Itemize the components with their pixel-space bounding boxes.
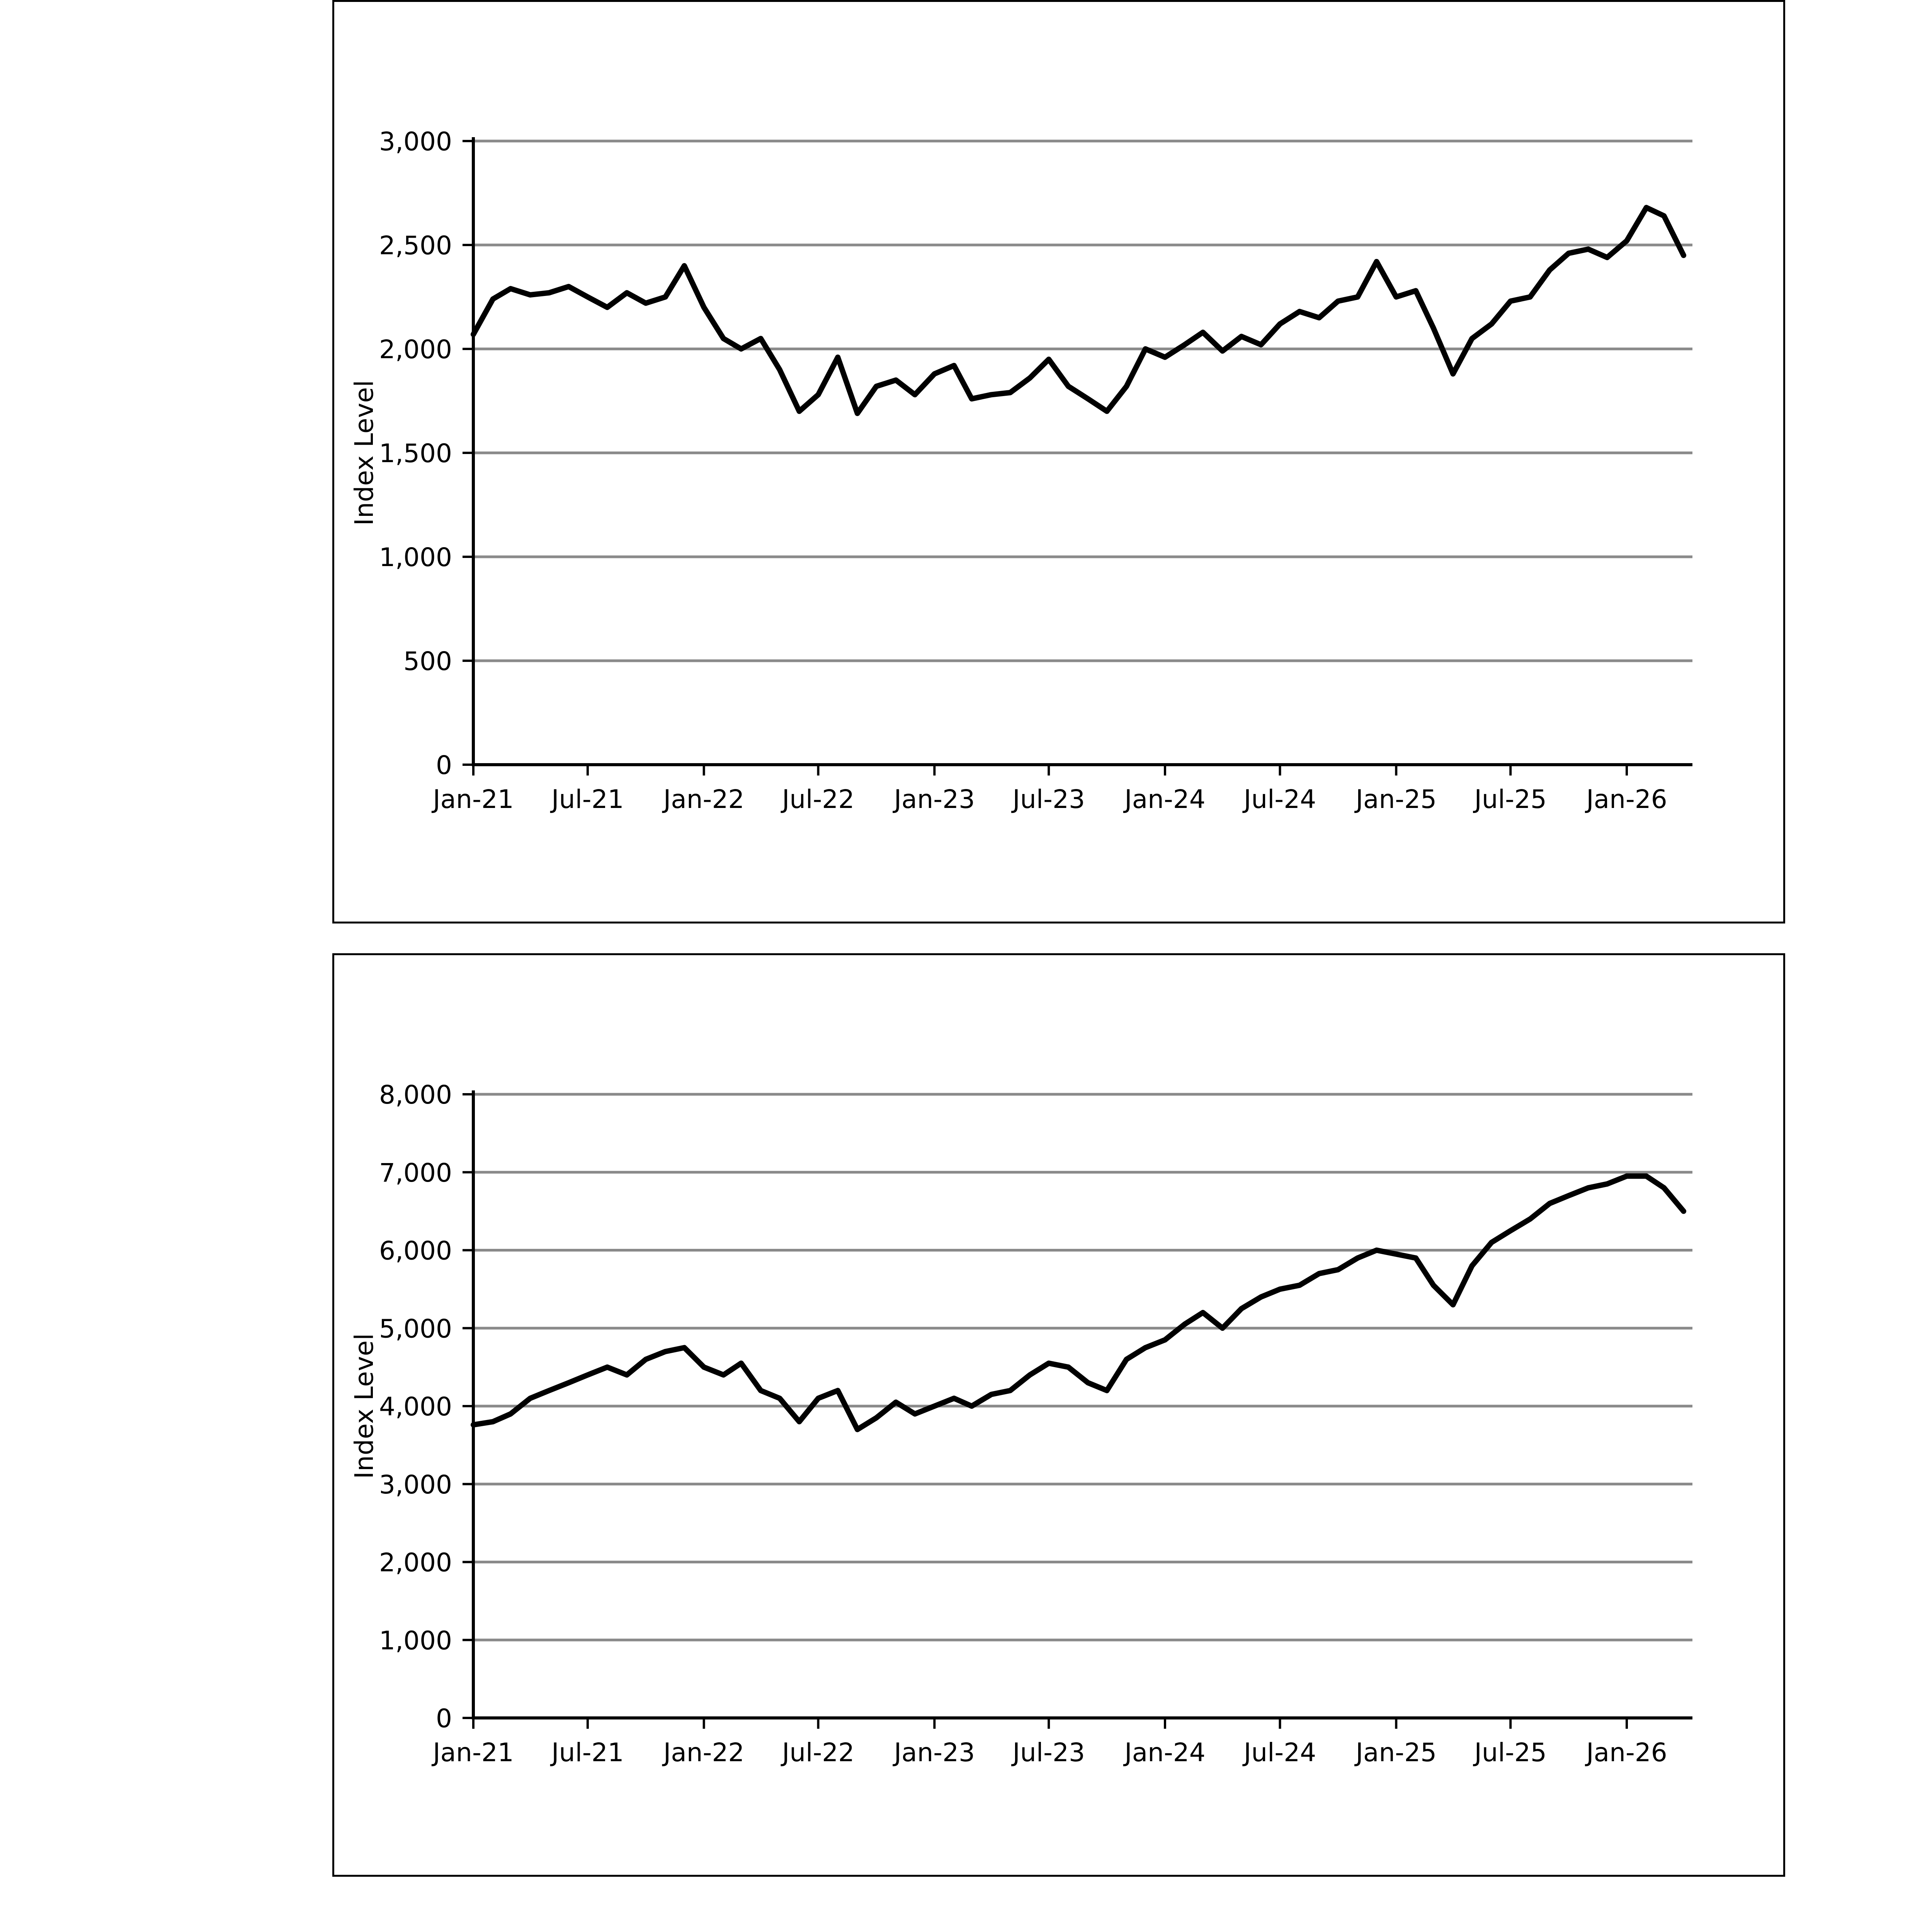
series-line xyxy=(473,207,1684,413)
x-tick-label: Jan-25 xyxy=(1355,1738,1437,1767)
y-axis-title: Index Level xyxy=(349,380,379,526)
x-tick-label: Jan-26 xyxy=(1586,1738,1667,1767)
series-line xyxy=(473,1176,1684,1430)
y-tick-label: 0 xyxy=(436,1704,452,1733)
y-tick-label: 1,500 xyxy=(379,439,452,468)
y-tick-label: 0 xyxy=(436,750,452,780)
x-tick-label: Jul-21 xyxy=(551,784,624,814)
x-tick-label: Jan-23 xyxy=(894,1738,975,1767)
y-axis-title: Index Level xyxy=(349,1333,379,1479)
y-tick-label: 500 xyxy=(403,646,452,676)
y-tick-label: 2,500 xyxy=(379,231,452,260)
y-tick-label: 1,000 xyxy=(379,543,452,572)
x-tick-label: Jan-24 xyxy=(1124,1738,1206,1767)
x-tick-label: Jul-21 xyxy=(551,1738,624,1767)
chart-panel-2 xyxy=(332,953,1785,1877)
x-tick-label: Jan-22 xyxy=(663,784,745,814)
y-tick-label: 1,000 xyxy=(379,1626,452,1656)
x-tick-label: Jan-25 xyxy=(1355,784,1437,814)
x-tick-label: Jul-25 xyxy=(1474,1738,1547,1767)
x-tick-label: Jul-23 xyxy=(1012,1738,1085,1767)
y-tick-label: 6,000 xyxy=(379,1236,452,1266)
x-tick-label: Jul-24 xyxy=(1243,784,1316,814)
chart-panel-1 xyxy=(332,0,1785,923)
x-tick-label: Jan-21 xyxy=(433,784,514,814)
line-chart-2 xyxy=(334,955,1783,1875)
line-chart-1 xyxy=(334,2,1783,922)
x-tick-label: Jan-23 xyxy=(894,784,975,814)
x-tick-label: Jul-24 xyxy=(1243,1738,1316,1767)
x-tick-label: Jan-26 xyxy=(1586,784,1667,814)
y-tick-label: 2,000 xyxy=(379,335,452,364)
x-tick-label: Jul-25 xyxy=(1474,784,1547,814)
x-tick-label: Jan-21 xyxy=(433,1738,514,1767)
x-tick-label: Jan-24 xyxy=(1124,784,1206,814)
x-tick-label: Jan-22 xyxy=(663,1738,745,1767)
y-tick-label: 8,000 xyxy=(379,1080,452,1110)
x-tick-label: Jul-23 xyxy=(1012,784,1085,814)
y-tick-label: 3,000 xyxy=(379,1469,452,1500)
y-tick-label: 3,000 xyxy=(379,127,452,156)
y-tick-label: 4,000 xyxy=(379,1392,452,1422)
y-tick-label: 2,000 xyxy=(379,1548,452,1578)
y-tick-label: 5,000 xyxy=(379,1314,452,1344)
x-tick-label: Jul-22 xyxy=(782,1738,855,1767)
y-tick-label: 7,000 xyxy=(379,1158,452,1188)
x-tick-label: Jul-22 xyxy=(782,784,855,814)
